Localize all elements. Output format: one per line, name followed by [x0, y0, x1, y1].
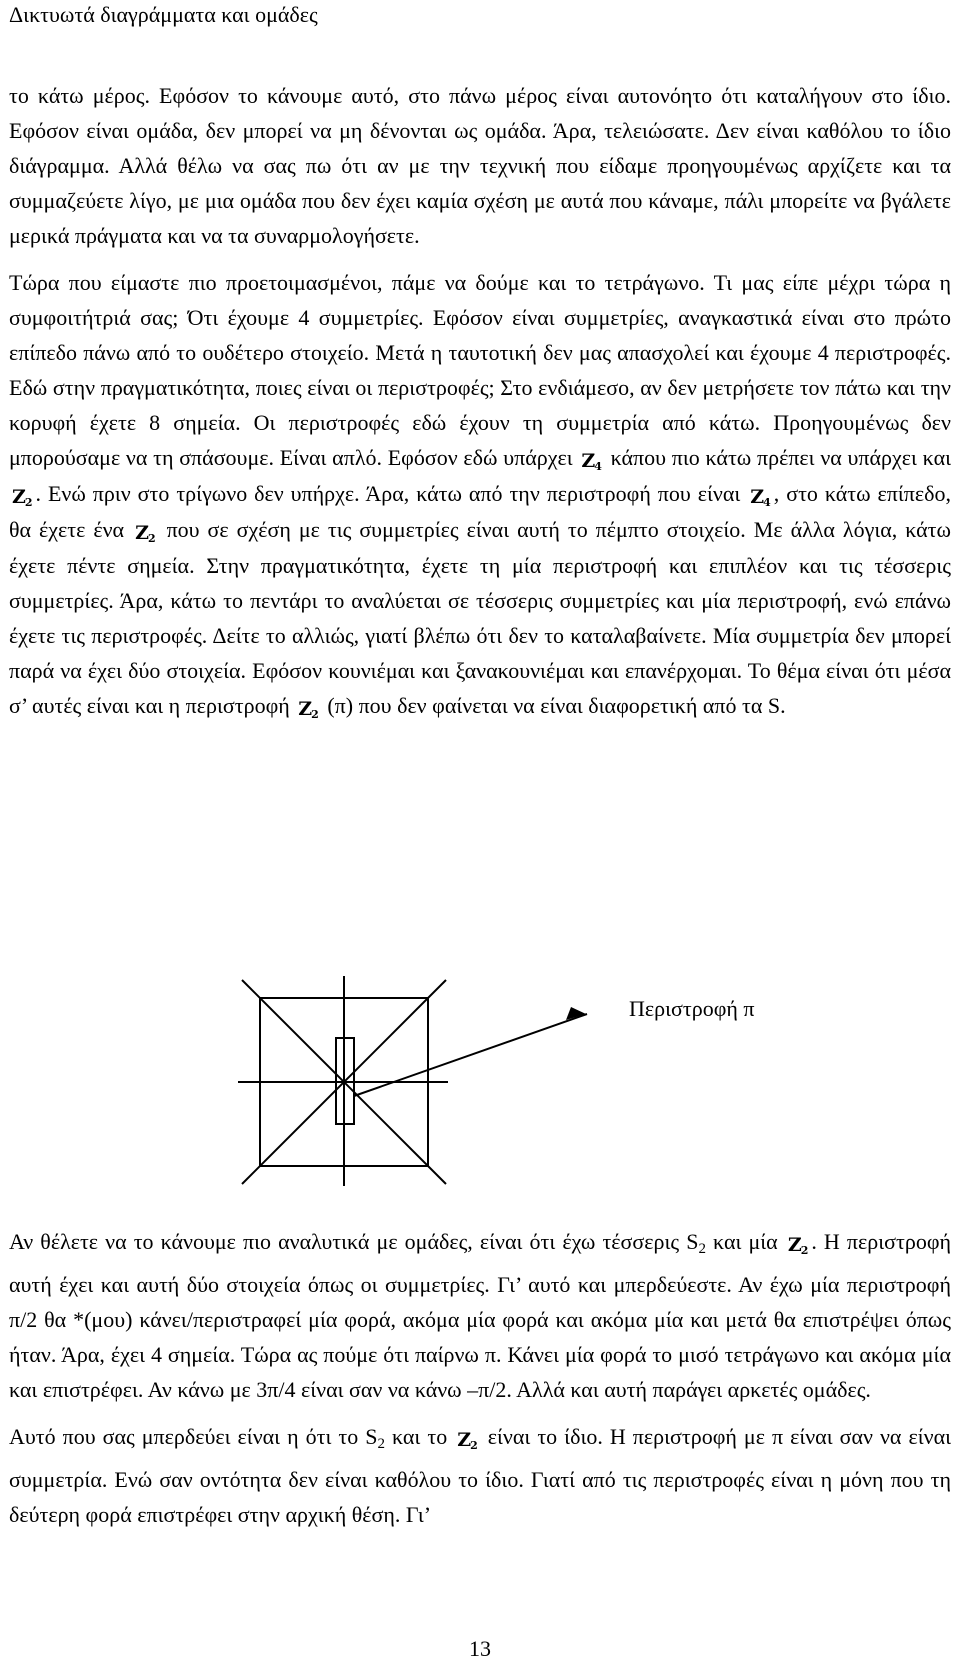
z2-symbol: $Z_2$ — [135, 522, 156, 545]
paragraph-2 — [9, 265, 951, 724]
s2-symbol: $S_2$ — [686, 1229, 706, 1257]
figure-label: Περιστροφή π — [629, 996, 755, 1021]
z4-symbol: $Z_4$ — [581, 450, 602, 473]
paragraph-4-part-1: Αυτό που σας μπερδεύει είναι η ότι το — [9, 1424, 359, 1449]
z2-symbol: $Z_2$ — [298, 698, 319, 721]
z2-symbol: $Z_2$ — [12, 486, 33, 509]
paragraph-4-part-2: και το — [392, 1424, 448, 1449]
paragraph-3-part-1: Αν θέλετε να το κάνουμε πιο αναλυτικά με ομάδες, είναι ότι έχω τέσσερις — [9, 1229, 680, 1254]
paragraph-4 — [9, 1419, 951, 1532]
paragraph-2-part-1: Τώρα που είμαστε πιο προετοιμασμένοι, πάμε να δούμε και το τετράγωνο. Τι μας είπε μέχρι τώρα η συμφοιτήτριά σας; Ότι έχουμε 4 συμμετρίες. Εφόσον είναι συμμετρίες, αναγκαστικά είναι στο πρώτο επίπεδο πάνω από το ουδέτερο στοιχείο. Μετά η ταυτοτική δεν μας απασχολεί και έχουμε 4 περιστροφές. Εδώ στην πραγματικότητα, ποιες είναι οι περιστροφές; Στο ενδιάμεσο, αν δεν μετρήσετε τον πάτω και την κορυφή έχετε 8 σημεία. Οι περιστροφές εδώ έχουν τη συμμετρία από κάτω. Προηγουμένως δεν μπορούσαμε να τη σπάσουμε. Είναι απλό. Εφόσον εδώ υπάρχει — [9, 270, 951, 470]
paragraph-2-part-2: κάπου πιο κάτω πρέπει να υπάρχει και — [610, 445, 952, 470]
running-header: Δικτυωτά διαγράμματα και ομάδες — [9, 2, 318, 27]
pointer-line — [354, 1014, 587, 1096]
paragraph-2-part-3: . Ενώ πριν στο τρίγωνο δεν υπήρχε. Άρα, κάτω από την περιστροφή που είναι — [35, 481, 741, 506]
paragraph-4-part-3: είναι το ίδιο. Η περιστροφή με π είναι σαν να είναι συμμετρία. Ενώ σαν οντότητα δεν είναι καθόλου το ίδιο. Γιατί από τις περιστροφές είναι η μόνη που τη δεύτερη φορά επιστρέφει στην αρχική θέση. Γι’ — [9, 1424, 952, 1527]
body-text-top — [9, 78, 951, 724]
paragraph-2-part-4: , στο κάτω επίπεδο, θα έχετε ένα — [9, 481, 952, 542]
paragraph-1: το κάτω μέρος. Εφόσον το κάνουμε αυτό, στο πάνω μέρος είναι αυτονόητο ότι καταλήγουν στο ίδιο. Εφόσον είναι ομάδα, δεν μπορεί να μη δένονται ως ομάδα. Άρα, τελειώσατε. Δεν είναι καθόλου το ίδιο διάγραμμα. Αλλά θέλω να σας πω ότι αν με την τεχνική που είδαμε προηγουμένως αρχίζετε και τα συμμαζεύετε λίγο, με μια ομάδα που δεν έχει καμία σχέση με αυτά που κάναμε, πάλι μπορείτε να βγάλετε μερικά πράγματα και να τα συναρμολογήσετε. — [9, 83, 951, 248]
square-symmetry-figure — [232, 976, 802, 1206]
page-number: 13 — [469, 1636, 491, 1661]
z2-symbol: $Z_2$ — [457, 1429, 478, 1452]
z4-symbol: $Z_4$ — [750, 486, 771, 509]
paragraph-3 — [9, 1224, 951, 1407]
paragraph-3-part-2: και μία — [713, 1229, 778, 1254]
body-text-bottom — [9, 1224, 951, 1532]
paragraph-3-part-3: . Η περιστροφή αυτή έχει και αυτή δύο στοιχεία όπως οι συμμετρίες. Γι’ αυτό και μπερδεύεστε. Αν έχω μία περιστροφή π/2 θα *(μου) κάνει/περιστραφεί μία φορά, ακόμα μία φορά και ακόμα μία και μετά θα επιστρέψει όπως ήταν. Άρα, έχει 4 σημεία. Τώρα ας πούμε ότι παίρνω π. Κάνει μία φορά το μισό τετράγωνο και ακόμα μία και επιστρέφει. Αν κάνω με 3π/4 είναι σαν να κάνω –π/2. Αλλά και αυτή παράγει αρκετές ομάδες. — [9, 1229, 952, 1402]
paragraph-2-part-6: (π) που δεν φαίνεται να είναι διαφορετική από τα S. — [327, 693, 786, 718]
s2-symbol: $S_2$ — [365, 1424, 385, 1452]
z2-symbol: $Z_2$ — [787, 1234, 809, 1257]
paragraph-2-part-5: που σε σχέση με τις συμμετρίες είναι αυτή το πέμπτο στοιχείο. Με άλλα λόγια, κάτω έχετε πέντε σημεία. Στην πραγματικότητα, έχετε τη μία περιστροφή και επιπλέον και τις τέσσερις συμμετρίες. Άρα, κάτω το πεντάρι το αναλύεται σε τέσσερις συμμετρίες και μία περιστροφή, ενώ επάνω έχετε τις περιστροφές. Δείτε το αλλιώς, γιατί βλέπω ότι δεν το καταλαβαίνετε. Μία συμμετρία δεν μπορεί παρά να έχει δύο στοιχεία. Εφόσον κουνιέμαι και ξανακουνιέμαι και επανέρχομαι. Το θέμα είναι ότι μέσα σ’ αυτές είναι και η περιστροφή — [9, 517, 951, 718]
